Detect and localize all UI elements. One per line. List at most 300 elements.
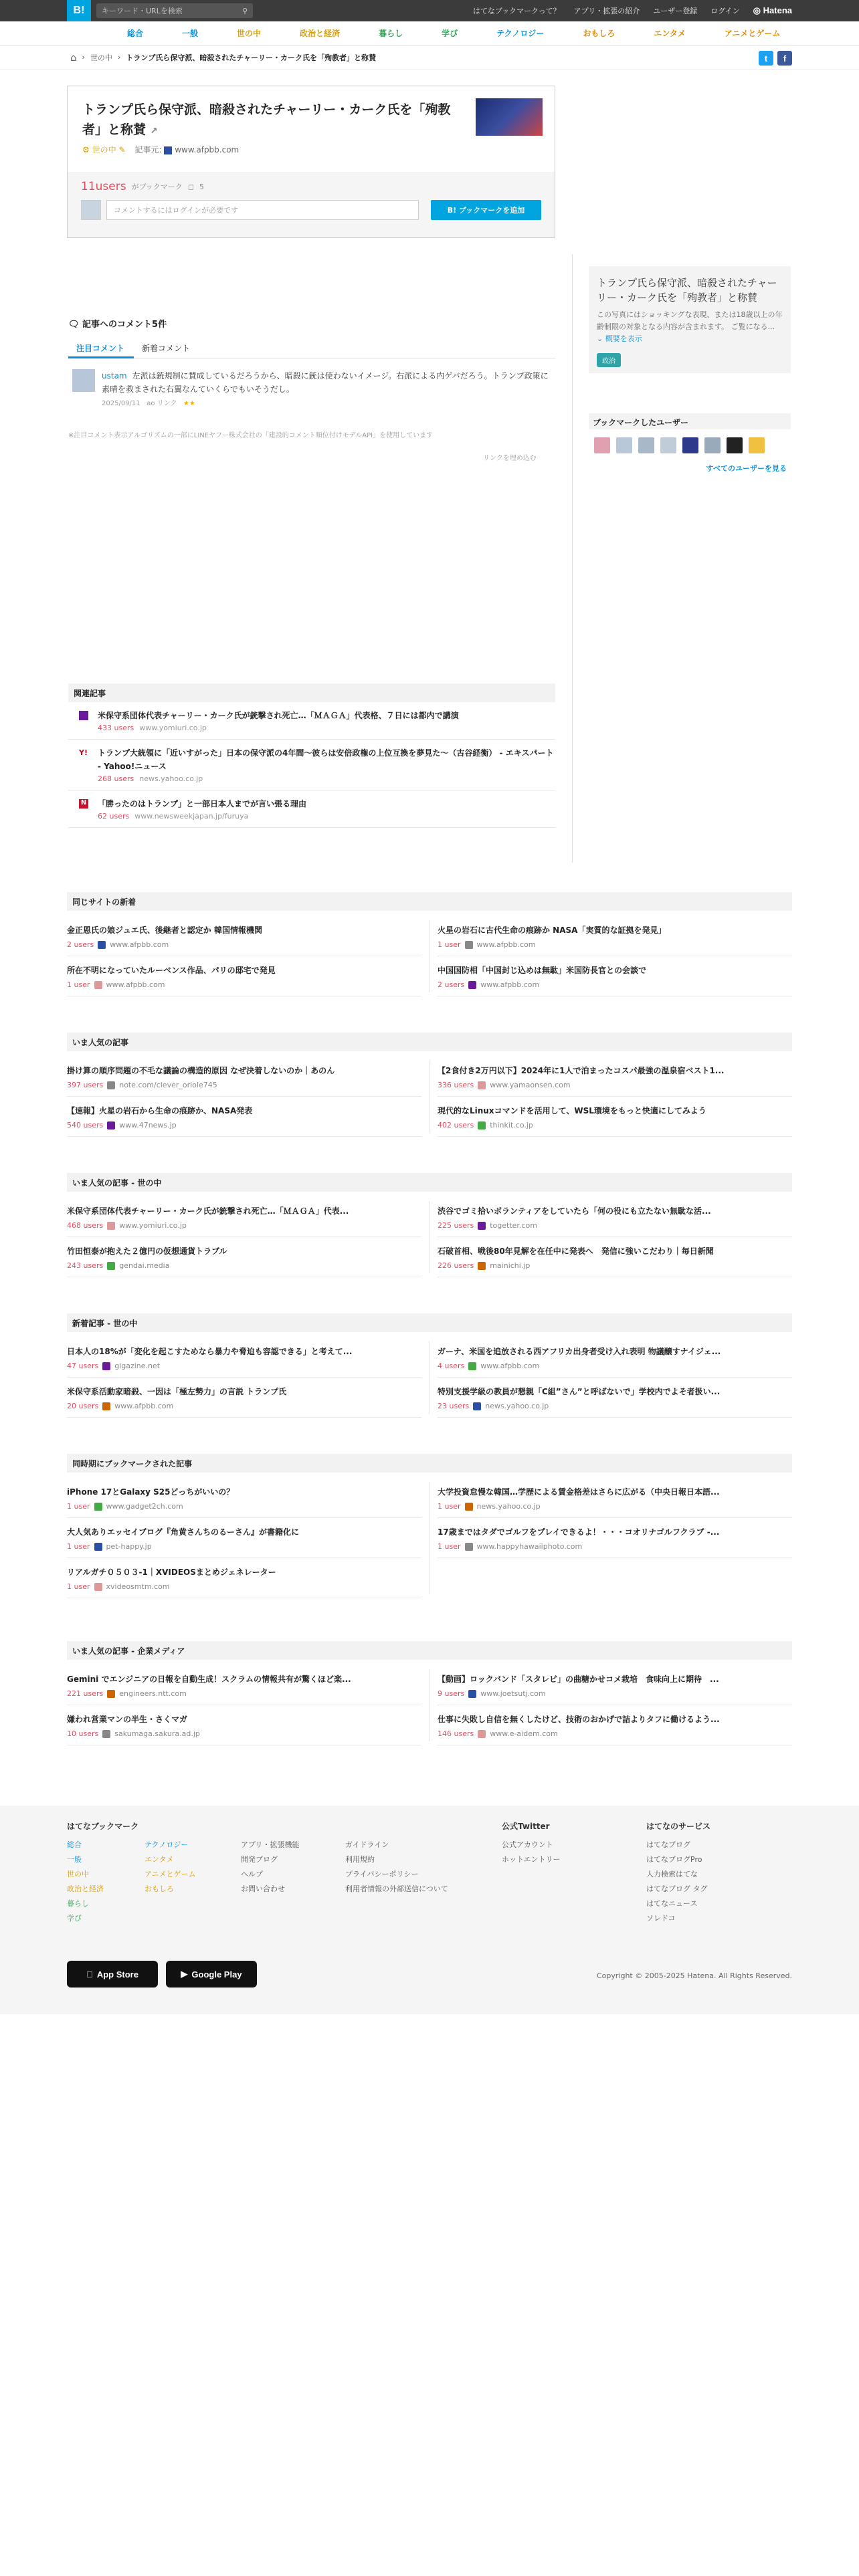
site-favicon-icon xyxy=(107,1262,115,1270)
site-favicon-icon xyxy=(473,1402,481,1410)
users-count[interactable]: 11users xyxy=(81,180,126,193)
summary-more-label: 概要を表示 xyxy=(605,334,642,343)
bookmark-label: がブックマーク xyxy=(131,183,183,191)
article-domain[interactable]: www.afpbb.com xyxy=(110,940,169,949)
article-meta xyxy=(438,940,792,949)
article-users[interactable]: 397 users xyxy=(67,1081,104,1089)
article-users[interactable]: 226 users xyxy=(438,1261,474,1270)
site-favicon-icon xyxy=(478,1121,486,1130)
list-item[interactable] xyxy=(438,1237,792,1277)
article-domain[interactable]: news.yahoo.co.jp xyxy=(476,1502,541,1511)
article-meta xyxy=(67,1729,421,1738)
site-favicon-icon xyxy=(468,1690,476,1698)
footer-link[interactable]: はてなブログ タグ xyxy=(646,1885,708,1893)
site-favicon-icon xyxy=(98,941,106,949)
article-users[interactable]: 243 users xyxy=(67,1261,104,1270)
yahoo-favicon-icon: Y! xyxy=(79,748,88,757)
article-users[interactable]: 20 users xyxy=(67,1402,99,1410)
list-item[interactable] xyxy=(438,1197,792,1237)
article-users[interactable]: 1 user xyxy=(438,940,461,949)
share-buttons xyxy=(759,51,792,66)
list-item[interactable] xyxy=(67,1478,421,1518)
gear-icon: ⚙ xyxy=(82,145,90,154)
section-title: 新着記事 - 世の中 xyxy=(67,1313,792,1332)
article-domain[interactable]: mainichi.jp xyxy=(490,1261,531,1270)
list-item[interactable] xyxy=(438,1478,792,1518)
article-users[interactable]: 225 users xyxy=(438,1221,474,1230)
hatena-brand: Hatena xyxy=(763,5,792,15)
list-item[interactable] xyxy=(67,1057,421,1097)
afp-favicon-icon xyxy=(164,146,172,154)
list-item[interactable] xyxy=(67,1337,421,1378)
article-meta xyxy=(438,1542,792,1551)
chevron-right-icon: › xyxy=(82,53,85,62)
search-icon[interactable]: ⚲ xyxy=(242,6,248,15)
list-item[interactable] xyxy=(67,1237,421,1277)
article-users[interactable]: 2 users xyxy=(438,980,465,989)
category-world[interactable]: 世の中 xyxy=(237,29,262,38)
see-all-users-link[interactable]: すべてのユーザーを見る xyxy=(706,464,787,473)
site-favicon-icon xyxy=(107,1690,115,1698)
comment-user[interactable]: ustam xyxy=(102,371,127,381)
home-icon[interactable]: ⌂ xyxy=(70,51,77,64)
article-grid xyxy=(67,1473,792,1598)
edit-icon: ✎ xyxy=(118,145,126,154)
list-item[interactable] xyxy=(438,916,792,956)
list-item[interactable] xyxy=(438,1057,792,1097)
embed-link[interactable]: リンクを埋め込む xyxy=(483,455,537,462)
site-favicon-icon xyxy=(102,1402,110,1410)
article-section xyxy=(67,1313,792,1418)
list-item[interactable] xyxy=(438,1097,792,1137)
article-title[interactable]: 現代的なLinuxコマンドを活用して、WSL環境をもっと快適にしてみよう xyxy=(438,1106,706,1115)
footer-link[interactable]: 政治と経済 xyxy=(67,1885,104,1893)
article-grid xyxy=(67,1332,792,1418)
list-item[interactable] xyxy=(438,1518,792,1558)
entry-title[interactable] xyxy=(82,100,457,142)
list-item-content xyxy=(98,797,306,821)
entry-source xyxy=(135,144,240,155)
article-users[interactable]: 1 user xyxy=(67,1542,90,1551)
footer-twitter-links xyxy=(502,1838,561,1867)
article-users[interactable]: 468 users xyxy=(67,1221,104,1230)
list-item[interactable] xyxy=(67,916,421,956)
login-link[interactable]: ログイン xyxy=(710,7,740,15)
footer-app-links xyxy=(241,1838,300,1897)
category-social[interactable]: 一般 xyxy=(182,29,199,38)
article-title[interactable]: 火星の岩石に古代生命の痕跡か NASA「実質的な証拠を発見」 xyxy=(438,926,666,935)
category-economics[interactable]: 政治と経済 xyxy=(300,29,341,38)
footer-link[interactable]: はてなニュース xyxy=(646,1899,698,1908)
list-item[interactable] xyxy=(438,1665,792,1705)
article-domain[interactable]: news.yahoo.co.jp xyxy=(485,1402,549,1410)
comment-algorithm-note: ※注目コメント表示アルゴリズムの一部にLINEヤフー株式会社の「建設的コメント順位付けモデルAPI」を使用しています xyxy=(68,432,434,439)
site-favicon-icon xyxy=(465,1543,473,1551)
footer-link[interactable]: アニメとゲーム xyxy=(145,1870,196,1879)
article-users[interactable]: 4 users xyxy=(438,1362,465,1370)
footer-link[interactable]: 公式アカウント xyxy=(502,1840,553,1849)
section-title: 関連記事 xyxy=(68,683,555,702)
hatena-logo[interactable] xyxy=(753,5,792,16)
entry-header xyxy=(67,86,555,238)
play-icon: ▶ xyxy=(181,1969,188,1979)
avatar[interactable] xyxy=(72,369,95,392)
article-users[interactable]: 221 users xyxy=(67,1689,104,1698)
article-title[interactable]: 中国国防相「中国封じ込めは無駄」米国防長官との会談で xyxy=(438,966,647,975)
article-users[interactable]: 1 user xyxy=(67,980,90,989)
list-item[interactable] xyxy=(67,1518,421,1558)
article-title[interactable]: 「勝ったのはトランプ」と一部日本人までが言い張る理由 xyxy=(98,799,307,809)
article-meta xyxy=(67,940,421,949)
site-favicon-icon xyxy=(94,981,102,989)
article-meta xyxy=(98,724,459,732)
article-section xyxy=(67,892,792,996)
category-fun[interactable]: おもしろ xyxy=(583,29,615,38)
footer-link[interactable]: ホットエントリー xyxy=(502,1855,561,1864)
footer-link[interactable]: 利用規約 xyxy=(345,1855,375,1864)
sidebar-summary xyxy=(589,266,791,373)
app-link[interactable]: アプリ・拡張の紹介 xyxy=(573,7,640,15)
article-title[interactable]: 米保守系活動家暗殺、一因は「極左勢力」の言説 トランプ氏 xyxy=(67,1387,287,1396)
footer-twitter xyxy=(502,1819,561,1867)
article-domain[interactable]: pet-happy.jp xyxy=(106,1542,152,1551)
article-users[interactable]: 1 user xyxy=(438,1542,461,1551)
article-users[interactable]: 268 users xyxy=(98,774,134,783)
article-title[interactable]: 所在不明になっていたルーベンス作品、パリの邸宅で発見 xyxy=(67,966,276,975)
top-nav xyxy=(473,0,792,21)
summary-more-link[interactable] xyxy=(597,334,642,343)
article-title[interactable]: 掛け算の順序問題の不毛な議論の構造的原因 なぜ決着しないのか｜あのん xyxy=(67,1066,335,1075)
search-input[interactable] xyxy=(96,3,253,18)
article-title[interactable]: 金正恩氏の娘ジュエ氏、後継者と認定か 韓国情報機関 xyxy=(67,926,262,935)
copyright: Copyright © 2005-2025 Hatena. All Rights Reserved. xyxy=(596,1971,792,1980)
breadcrumb-current: トランプ氏ら保守派、暗殺されたチャーリー・カーク氏を「殉教者」と称賛 xyxy=(126,53,377,62)
star-icon[interactable]: ★★ xyxy=(183,400,195,407)
footer-link[interactable]: 利用者情報の外部送信について xyxy=(345,1885,448,1893)
article-title[interactable]: Gemini でエンジニアの日報を自動生成！スクラムの情報共有が驚くほど楽... xyxy=(67,1675,351,1684)
article-domain[interactable]: engineers.ntt.com xyxy=(119,1689,187,1698)
article-title[interactable]: 大人気ありエッセイブログ『角黄さんちのるーさん』が書籍化に xyxy=(67,1527,300,1537)
article-domain[interactable]: www.afpbb.com xyxy=(476,940,536,949)
article-title[interactable]: 渋谷でゴミ拾いボランティアをしていたら「何の役にも立たない無駄な活... xyxy=(438,1206,711,1216)
article-domain[interactable]: www.happyhawaiiphoto.com xyxy=(476,1542,583,1551)
footer xyxy=(0,1806,859,2014)
comment-item xyxy=(72,369,554,411)
article-users[interactable]: 540 users xyxy=(67,1121,104,1130)
app-store-label: App Store xyxy=(93,1969,136,1979)
avatar[interactable] xyxy=(727,437,743,453)
list-item[interactable] xyxy=(438,1337,792,1378)
article-domain[interactable]: www.afpbb.com xyxy=(106,980,165,989)
hatena-icon: ◎ xyxy=(753,5,761,15)
category-game[interactable]: アニメとゲーム xyxy=(724,29,781,38)
tab-popular-comments[interactable]: 注目コメント xyxy=(68,340,134,358)
app-store-button[interactable] xyxy=(67,1961,158,1988)
entry-title-text: トランプ氏ら保守派、暗殺されたチャーリー・カーク氏を「殉教者」と称賛 xyxy=(82,102,451,137)
article-domain[interactable]: www.e-aidem.com xyxy=(490,1729,558,1738)
bookmark-count: 5 xyxy=(199,182,204,191)
article-users[interactable]: 1 user xyxy=(67,1502,90,1511)
site-favicon-icon xyxy=(465,1503,473,1511)
yomiuri-favicon-icon xyxy=(79,711,88,720)
footer-section-title: はてなブックマーク xyxy=(67,1822,139,1831)
article-title[interactable]: 米保守系団体代表チャーリー・カーク氏が銃撃され死亡…「ＭＡＧＡ」代表... xyxy=(67,1206,349,1216)
site-favicon-icon xyxy=(478,1262,486,1270)
article-users[interactable]: 2 users xyxy=(67,940,94,949)
list-item[interactable] xyxy=(68,702,555,740)
chevron-right-icon: › xyxy=(117,53,121,62)
article-title[interactable]: 17歳まではタダでゴルフをプレイできるよ！・・・コオリナゴルフクラブ -... xyxy=(438,1527,720,1537)
article-users[interactable]: 9 users xyxy=(438,1689,465,1698)
article-domain[interactable]: www.gadget2ch.com xyxy=(106,1502,183,1511)
article-domain[interactable]: www.newsweekjapan.jp/furuya xyxy=(134,812,249,821)
entry-category-label: 世の中 xyxy=(92,145,116,154)
list-item[interactable] xyxy=(67,1378,421,1418)
category-life[interactable]: 暮らし xyxy=(379,29,403,38)
article-meta xyxy=(438,1689,792,1698)
article-domain[interactable]: togetter.com xyxy=(490,1221,537,1230)
article-domain[interactable]: gigazine.net xyxy=(114,1362,161,1370)
search-placeholder: キーワード・URLを検索 xyxy=(102,7,183,15)
article-title[interactable]: 仕事に失敗し自信を無くしたけど、技術のおかげで詰よりタフに働けるよう... xyxy=(438,1715,720,1724)
list-item[interactable] xyxy=(68,790,555,828)
site-favicon-icon xyxy=(468,981,476,989)
google-play-button[interactable] xyxy=(166,1961,257,1988)
footer-link[interactable]: 世の中 xyxy=(67,1870,89,1879)
article-meta xyxy=(438,1362,792,1370)
site-favicon-icon xyxy=(107,1081,115,1089)
list-item-content xyxy=(98,709,459,732)
section-title: いま人気の記事 xyxy=(67,1033,792,1051)
breadcrumb-section[interactable]: 世の中 xyxy=(90,53,112,62)
footer-link[interactable]: ヘルプ xyxy=(241,1870,263,1879)
article-title[interactable]: 嫌われ営業マンの半生・さくマガ xyxy=(67,1715,188,1724)
twitter-share-icon[interactable]: t xyxy=(759,51,773,66)
article-users[interactable]: 62 users xyxy=(98,812,130,821)
section-title: いま人気の記事 - 企業メディア xyxy=(67,1641,792,1660)
entry-thumbnail[interactable] xyxy=(476,98,543,136)
article-meta xyxy=(67,980,421,989)
article-meta xyxy=(438,1121,792,1130)
comment-text: 左派は銃規制に賛成しているだろうから、暗殺に銃は使わないイメージ。右派による内ゲバだろう。トランプ政策に素晴を救まされた右翼なんていくらでもいそうだし。 xyxy=(102,371,549,394)
article-meta xyxy=(438,1261,792,1270)
article-title[interactable]: 【2食付き2万円以下】2024年に1人で泊まったコスパ最強の温泉宿ベスト1... xyxy=(438,1066,725,1075)
entry-meta xyxy=(82,144,239,155)
add-bookmark-button[interactable] xyxy=(431,200,541,220)
facebook-share-icon[interactable]: f xyxy=(777,51,792,66)
article-domain[interactable]: thinkit.co.jp xyxy=(490,1121,533,1130)
footer-link[interactable]: 開発ブログ xyxy=(241,1855,278,1864)
article-title[interactable]: 米保守系団体代表チャーリー・カーク氏が銃撃され死亡…「ＭＡＧＡ」代表格、７日には都内で講演 xyxy=(98,711,459,720)
article-title[interactable]: 特別支援学級の教員が懇親「C組”さん”と呼ばないで」学校内でよそ者扱い... xyxy=(438,1387,721,1396)
footer-link[interactable]: おもしろ xyxy=(145,1885,174,1893)
list-item[interactable] xyxy=(67,956,421,996)
footer-link[interactable]: テクノロジー xyxy=(145,1840,189,1849)
article-users[interactable]: 47 users xyxy=(67,1362,99,1370)
apple-icon xyxy=(86,1969,93,1979)
article-users[interactable]: 433 users xyxy=(98,724,134,732)
category-nav xyxy=(0,21,859,45)
list-item[interactable] xyxy=(438,1705,792,1745)
article-title[interactable]: 大学投資怠慢な韓国…学歴による賃金格差はさらに広がる（中央日報日本語... xyxy=(438,1487,720,1497)
article-domain[interactable]: www.47news.jp xyxy=(119,1121,177,1130)
article-domain[interactable]: gendai.media xyxy=(119,1261,170,1270)
category-entertainment[interactable]: エンタメ xyxy=(654,29,686,38)
article-users[interactable]: 1 user xyxy=(67,1582,90,1591)
site-favicon-icon xyxy=(94,1543,102,1551)
comment-body xyxy=(102,369,554,411)
article-meta xyxy=(438,980,792,989)
bookmark-users-title: ブックマークしたユーザー xyxy=(589,413,791,429)
list-item[interactable] xyxy=(438,956,792,996)
comment-row xyxy=(81,200,541,220)
footer-link[interactable]: はてなブログPro xyxy=(646,1855,702,1864)
footer-link[interactable]: 暮らし xyxy=(67,1899,89,1908)
article-domain[interactable]: www.joetsutj.com xyxy=(480,1689,546,1698)
site-favicon-icon xyxy=(107,1121,115,1130)
hatebu-logo[interactable]: B! xyxy=(67,0,91,21)
avatar[interactable] xyxy=(660,437,676,453)
footer-link[interactable]: 人力検索はてな xyxy=(646,1870,698,1879)
footer-link[interactable]: お問い合わせ xyxy=(241,1885,285,1893)
list-item[interactable] xyxy=(67,1558,421,1598)
article-meta xyxy=(438,1081,792,1089)
avatar[interactable] xyxy=(682,437,698,453)
article-section xyxy=(67,1033,792,1137)
footer-services-links xyxy=(646,1838,710,1926)
article-meta xyxy=(438,1221,792,1230)
comment-input[interactable] xyxy=(106,200,419,220)
article-meta xyxy=(67,1689,421,1698)
article-section xyxy=(67,1641,792,1745)
avatar[interactable] xyxy=(704,437,721,453)
footer-link[interactable]: 総合 xyxy=(67,1840,82,1849)
comments-heading-text: 記事へのコメント5件 xyxy=(82,320,167,330)
site-favicon-icon xyxy=(102,1730,110,1738)
google-play-label: Google Play xyxy=(191,1969,242,1979)
comment-date[interactable]: 2025/09/11 xyxy=(102,400,140,407)
site-favicon-icon xyxy=(94,1503,102,1511)
avatar[interactable] xyxy=(749,437,765,453)
article-domain[interactable]: www.yomiuri.co.jp xyxy=(139,724,207,732)
article-title[interactable]: 【動画】ロックバンド「スタレビ」の曲糖かせコメ栽培 食味向上に期待 ... xyxy=(438,1675,719,1684)
avatar[interactable] xyxy=(638,437,654,453)
source-domain[interactable]: www.afpbb.com xyxy=(175,145,240,154)
list-item[interactable] xyxy=(67,1705,421,1745)
avatar[interactable] xyxy=(594,437,610,453)
article-meta xyxy=(438,1729,792,1738)
list-item[interactable] xyxy=(67,1665,421,1705)
list-item[interactable] xyxy=(67,1197,421,1237)
footer-link[interactable]: プライバシーポリシー xyxy=(345,1870,419,1879)
article-domain[interactable]: xvideosmtm.com xyxy=(106,1582,170,1591)
comment-bubble-icon: 🗨 xyxy=(68,320,80,330)
comment-meta xyxy=(102,397,554,411)
article-domain[interactable]: www.afpbb.com xyxy=(480,1362,540,1370)
comment-link[interactable]: ao リンク xyxy=(147,400,177,407)
source-label: 記事元: xyxy=(134,145,162,154)
article-users[interactable]: 23 users xyxy=(438,1402,470,1410)
chevron-down-icon: ⌄ xyxy=(597,334,603,343)
article-users[interactable]: 146 users xyxy=(438,1729,474,1738)
list-item-content xyxy=(98,746,555,783)
site-favicon-icon xyxy=(478,1222,486,1230)
site-favicon-icon xyxy=(478,1081,486,1089)
article-domain[interactable]: www.yomiuri.co.jp xyxy=(119,1221,187,1230)
footer-link[interactable]: 一般 xyxy=(67,1855,82,1864)
article-domain[interactable]: note.com/clever_oriole745 xyxy=(119,1081,217,1089)
article-meta xyxy=(438,1502,792,1511)
article-meta xyxy=(67,1121,421,1130)
comment-count-icon: ◻ xyxy=(187,182,194,191)
list-item[interactable] xyxy=(68,740,555,790)
footer-link[interactable]: 学び xyxy=(67,1914,82,1923)
article-domain[interactable]: sakumaga.sakura.ad.jp xyxy=(114,1729,200,1738)
article-domain[interactable]: www.yamaonsen.com xyxy=(490,1081,571,1089)
top-bar xyxy=(0,0,859,21)
users-row xyxy=(81,180,541,193)
article-title[interactable]: iPhone 17とGalaxy S25どっちがいいの？ xyxy=(67,1487,235,1497)
article-domain[interactable]: www.afpbb.com xyxy=(114,1402,174,1410)
article-users[interactable]: 402 users xyxy=(438,1121,474,1130)
footer-link[interactable]: ソレドコ xyxy=(646,1914,676,1923)
external-link-icon[interactable]: ↗ xyxy=(150,126,158,136)
article-meta xyxy=(67,1081,421,1089)
article-users[interactable]: 1 user xyxy=(438,1502,461,1511)
article-title[interactable]: リアルガチ０５０３-1｜XVIDEOSまとめジェネレーター xyxy=(67,1568,276,1577)
article-title[interactable]: 竹田恒泰が抱えた２億円の仮想通貨トラブル xyxy=(67,1247,227,1256)
article-title[interactable]: ガーナ、米国を追放される西アフリカ出身者受け入れ表明 物議醸すナイジェ... xyxy=(438,1347,721,1356)
footer-link[interactable]: エンタメ xyxy=(145,1855,174,1864)
tag-label[interactable]: 政治 xyxy=(597,353,621,367)
list-item[interactable] xyxy=(438,1378,792,1418)
article-section xyxy=(67,1454,792,1598)
about-link[interactable]: はてなブックマークって？ xyxy=(472,7,561,15)
article-meta xyxy=(98,812,306,821)
article-title[interactable]: 石破首相、戦後80年見解を在任中に発表へ 発信に強いこだわり｜毎日新聞 xyxy=(438,1247,714,1256)
footer-link[interactable]: アプリ・拡張機能 xyxy=(241,1840,300,1849)
article-title[interactable]: 【速報】火星の岩石から生命の痕跡か、NASA発表 xyxy=(67,1106,253,1115)
article-domain[interactable]: news.yahoo.co.jp xyxy=(139,774,203,783)
list-item[interactable] xyxy=(67,1097,421,1137)
article-grid xyxy=(67,911,792,996)
article-users[interactable]: 336 users xyxy=(438,1081,474,1089)
section-title: 同じサイトの新着 xyxy=(67,892,792,911)
entry-category[interactable] xyxy=(82,144,126,155)
register-link[interactable]: ユーザー登録 xyxy=(653,7,698,15)
article-meta xyxy=(67,1362,421,1370)
article-grid xyxy=(67,1192,792,1277)
article-meta xyxy=(67,1402,421,1410)
article-meta xyxy=(98,774,555,783)
category-knowledge[interactable]: 学び xyxy=(442,29,458,38)
tab-new-comments[interactable]: 新着コメント xyxy=(142,344,191,353)
article-domain[interactable]: www.afpbb.com xyxy=(480,980,540,989)
footer-link[interactable]: ガイドライン xyxy=(345,1840,389,1849)
article-title[interactable]: トランプ大統領に「近いすがった」日本の保守派の4年間〜彼らは安倍政権の上位互換を夢見た〜（古谷経衡） - エキスパート - Yahoo!ニュース xyxy=(98,748,554,771)
article-grid xyxy=(67,1051,792,1137)
article-grid xyxy=(67,1660,792,1745)
category-it[interactable]: テクノロジー xyxy=(496,29,545,38)
footer-link[interactable]: はてなブログ xyxy=(646,1840,690,1849)
article-title[interactable]: 日本人の18%が「変化を起こすためなら暴力や脅迫も容認できる」と考えて... xyxy=(67,1347,353,1356)
comment-placeholder: コメントするにはログインが必要です xyxy=(113,206,238,215)
avatar[interactable] xyxy=(616,437,632,453)
column-divider xyxy=(572,254,573,863)
article-users[interactable]: 10 users xyxy=(67,1729,99,1738)
category-general[interactable]: 総合 xyxy=(127,29,144,38)
bookmark-icon: B! xyxy=(447,205,457,215)
